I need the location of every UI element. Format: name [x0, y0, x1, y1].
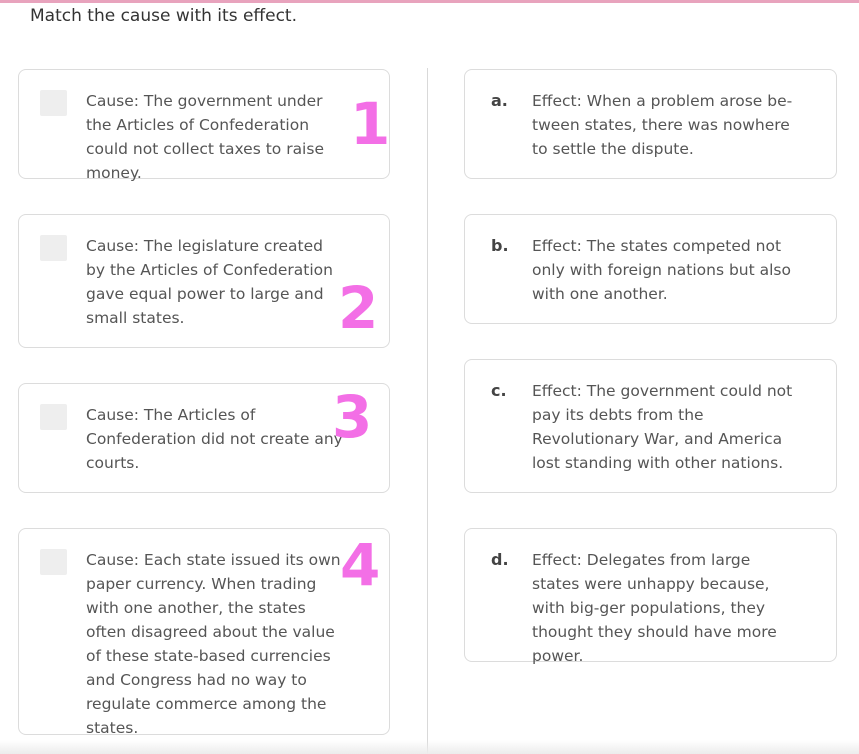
- cause-checkbox-3[interactable]: [40, 404, 67, 430]
- cause-text-3: Cause: The Articles of Confederation did not create any courts.: [86, 406, 343, 472]
- effect-letter-a: a.: [491, 91, 508, 110]
- top-accent-bar: [0, 0, 859, 3]
- cause-card-4[interactable]: [18, 528, 390, 735]
- effect-text-a: Effect: When a problem arose be-tween states, there was nowhere to settle the dispute.: [532, 92, 793, 158]
- effect-card-b[interactable]: [464, 214, 837, 324]
- cause-card-2[interactable]: [18, 214, 390, 348]
- cause-text-2: Cause: The legislature created by the Articles of Confederation gave equal power to large and small states.: [86, 237, 333, 327]
- annotation-number-2: 2: [338, 274, 379, 342]
- cause-text-1: Cause: The government under the Articles of Confederation could not collect taxes to raise money.: [86, 92, 324, 182]
- annotation-number-4: 4: [340, 531, 381, 599]
- cause-text-4: Cause: Each state issued its own paper currency. When trading with one another, the states often disagreed about the value of these state-based currencies and Congress had no way to regulate commerce among the states.: [86, 551, 341, 737]
- effect-card-c[interactable]: [464, 359, 837, 493]
- annotation-number-1: 1: [350, 90, 391, 158]
- annotation-number-3: 3: [332, 383, 373, 451]
- effect-card-d[interactable]: [464, 528, 837, 665]
- column-divider: [427, 68, 428, 754]
- cause-card-1[interactable]: [18, 69, 390, 182]
- effect-letter-d: d.: [491, 550, 509, 569]
- effect-text-c: Effect: The government could not pay its debts from the Revolutionary War, and America lost standing with other nations.: [532, 382, 793, 472]
- cause-checkbox-1[interactable]: [40, 90, 67, 116]
- effect-text-b: Effect: The states competed not only with foreign nations but also with one another.: [532, 237, 791, 303]
- effect-card-a[interactable]: [464, 69, 837, 179]
- cause-checkbox-4[interactable]: [40, 549, 67, 575]
- effect-letter-c: c.: [491, 381, 507, 400]
- bottom-shade: [0, 740, 859, 754]
- instruction-text: Match the cause with its effect.: [30, 6, 298, 26]
- cause-checkbox-2[interactable]: [40, 235, 67, 261]
- effect-letter-b: b.: [491, 236, 509, 255]
- effect-text-d: Effect: Delegates from large states were unhappy because, with big-ger populations, they thought they should have more power.: [532, 551, 777, 665]
